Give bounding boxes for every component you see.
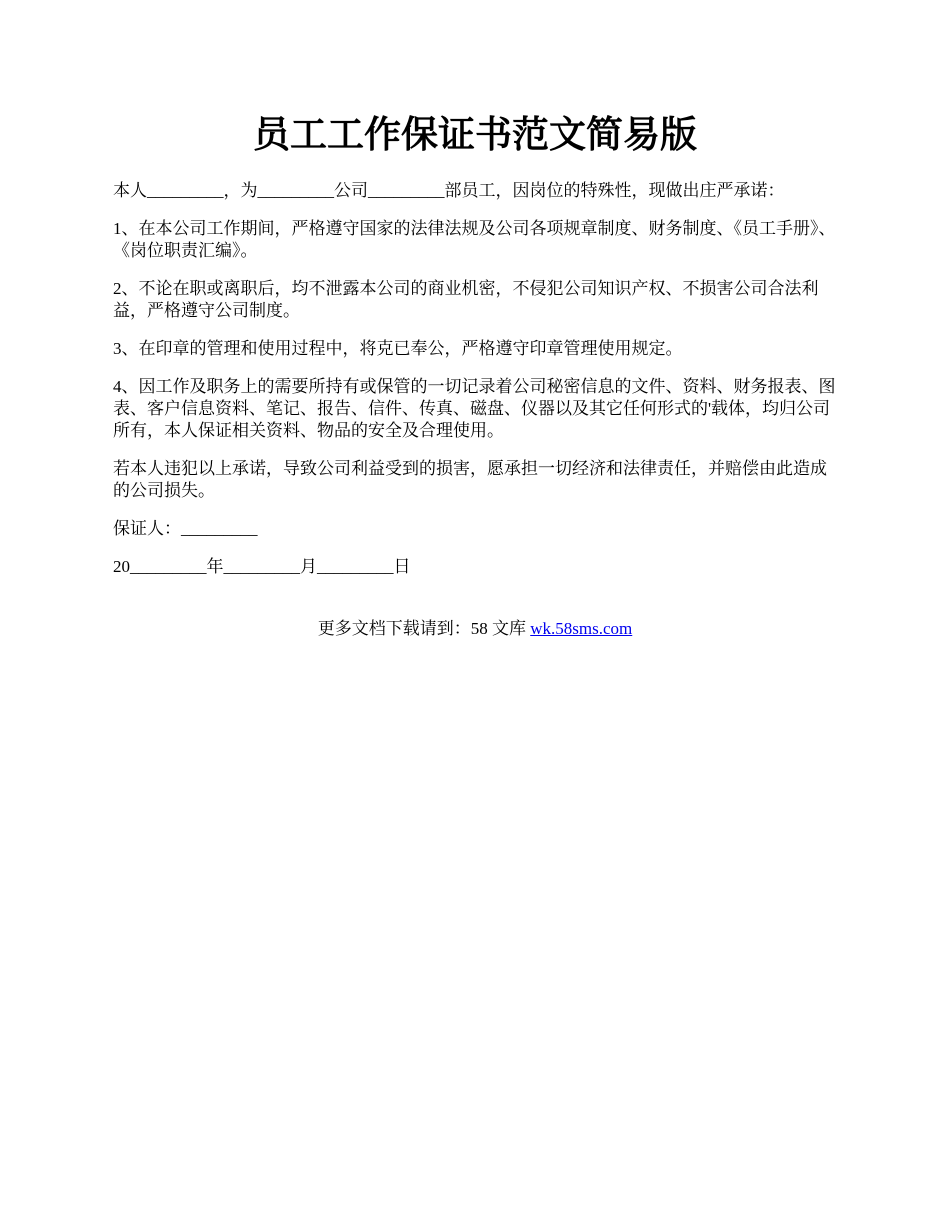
clause-3-paragraph: 3、在印章的管理和使用过程中，将克已奉公，严格遵守印章管理使用规定。 [113, 339, 683, 358]
document-body [113, 180, 843, 594]
intro-paragraph: 本人_________，为_________公司_________部员工，因岗位的特殊性，现做出庄严承诺： [113, 181, 785, 200]
clause-4-paragraph: 4、因工作及职务上的需要所持有或保管的一切记录着公司秘密信息的文件、资料、财务报表、图表、客户信息资料、笔记、报告、信件、传真、磁盘、仪器以及其它任何形式的'载体，均归公司所有，本人保证相关资料、物品的安全及合理使用。 [113, 377, 836, 440]
footer-text: 更多文档下载请到：58 文库 [317, 619, 531, 638]
document-title: 员工工作保证书范文简易版 [253, 115, 697, 156]
clause-1-paragraph: 1、在本公司工作期间，严格遵守国家的法律法规及公司各项规章制度、财务制度、《员工手册》、《岗位职责汇编》。 [113, 219, 836, 260]
footer-link[interactable]: wk.58sms.com [530, 619, 633, 638]
date-line: 20_________年_________月_________日 [113, 557, 411, 576]
clause-2-paragraph: 2、不论在职或离职后，均不泄露本公司的商业机密，不侵犯公司知识产权、不损害公司合法利益，严格遵守公司制度。 [113, 279, 819, 320]
guarantor-line: 保证人：_________ [113, 519, 258, 538]
download-footer [0, 618, 950, 640]
liability-paragraph: 若本人违犯以上承诺，导致公司利益受到的损害，愿承担一切经济和法律责任，并赔偿由此造成的公司损失。 [113, 459, 827, 500]
